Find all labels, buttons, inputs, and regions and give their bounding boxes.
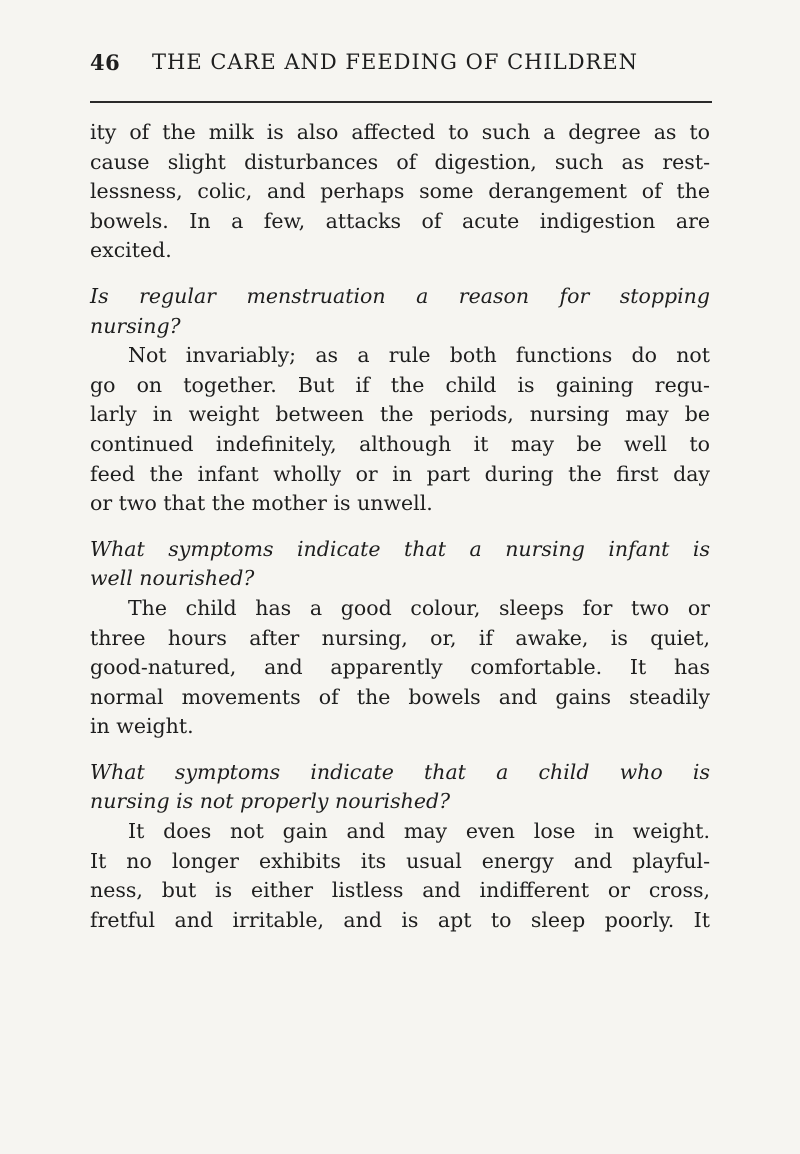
text-line: fretful and irritable, and is apt to sleep poorly. It <box>90 907 710 932</box>
question-well-nourished <box>90 535 710 594</box>
header-rule <box>90 101 712 103</box>
page-header <box>90 50 710 86</box>
question-line: What symptoms indicate that a child who is <box>90 759 710 784</box>
body-text <box>90 118 710 935</box>
question-line: What symptoms indicate that a nursing infant is <box>90 536 710 561</box>
text-line: feed the infant wholly or in part during the first day <box>90 461 710 486</box>
text-line: go on together. But if the child is gaining regu- <box>90 372 710 397</box>
answer-not-nourished <box>90 817 710 935</box>
text-line: continued indefinitely, although it may be well to <box>90 431 710 456</box>
text-line: larly in weight between the periods, nursing may be <box>90 402 710 427</box>
text-line: It does not gain and may even lose in weight. <box>128 819 710 844</box>
question-line: nursing? <box>90 313 181 338</box>
text-line: good-natured, and apparently comfortable. It has <box>90 655 710 680</box>
running-head: THE CARE AND FEEDING OF CHILDREN <box>152 50 639 74</box>
question-not-nourished <box>90 758 710 817</box>
text-line: The child has a good colour, sleeps for two or <box>128 595 710 620</box>
answer-well-nourished <box>90 594 710 742</box>
text-line: cause slight disturbances of digestion, such as rest- <box>90 149 710 174</box>
text-line: excited. <box>90 238 172 263</box>
question-line: well nourished? <box>90 566 255 591</box>
question-line: nursing is not properly nourished? <box>90 789 451 814</box>
text-line: ity of the milk is also affected to such a degree as to <box>90 120 710 144</box>
paragraph-continuation <box>90 118 710 266</box>
text-line: Not invariably; as a rule both functions do not <box>128 343 710 368</box>
question-line: Is regular menstruation a reason for stopping <box>90 283 710 308</box>
text-line: ness, but is either listless and indifferent or cross, <box>90 878 710 903</box>
text-line: lessness, colic, and perhaps some derangement of the <box>90 179 710 204</box>
text-line: three hours after nursing, or, if awake, is quiet, <box>90 625 710 650</box>
text-line: in weight. <box>90 714 194 739</box>
text-line: It no longer exhibits its usual energy and playful- <box>90 848 710 873</box>
page-number: 46 <box>90 50 121 75</box>
answer-menstruation <box>90 341 710 519</box>
text-line: bowels. In a few, attacks of acute indigestion are <box>90 208 710 233</box>
question-menstruation <box>90 282 710 341</box>
text-line: normal movements of the bowels and gains steadily <box>90 684 710 709</box>
text-line: or two that the mother is unwell. <box>90 491 433 516</box>
